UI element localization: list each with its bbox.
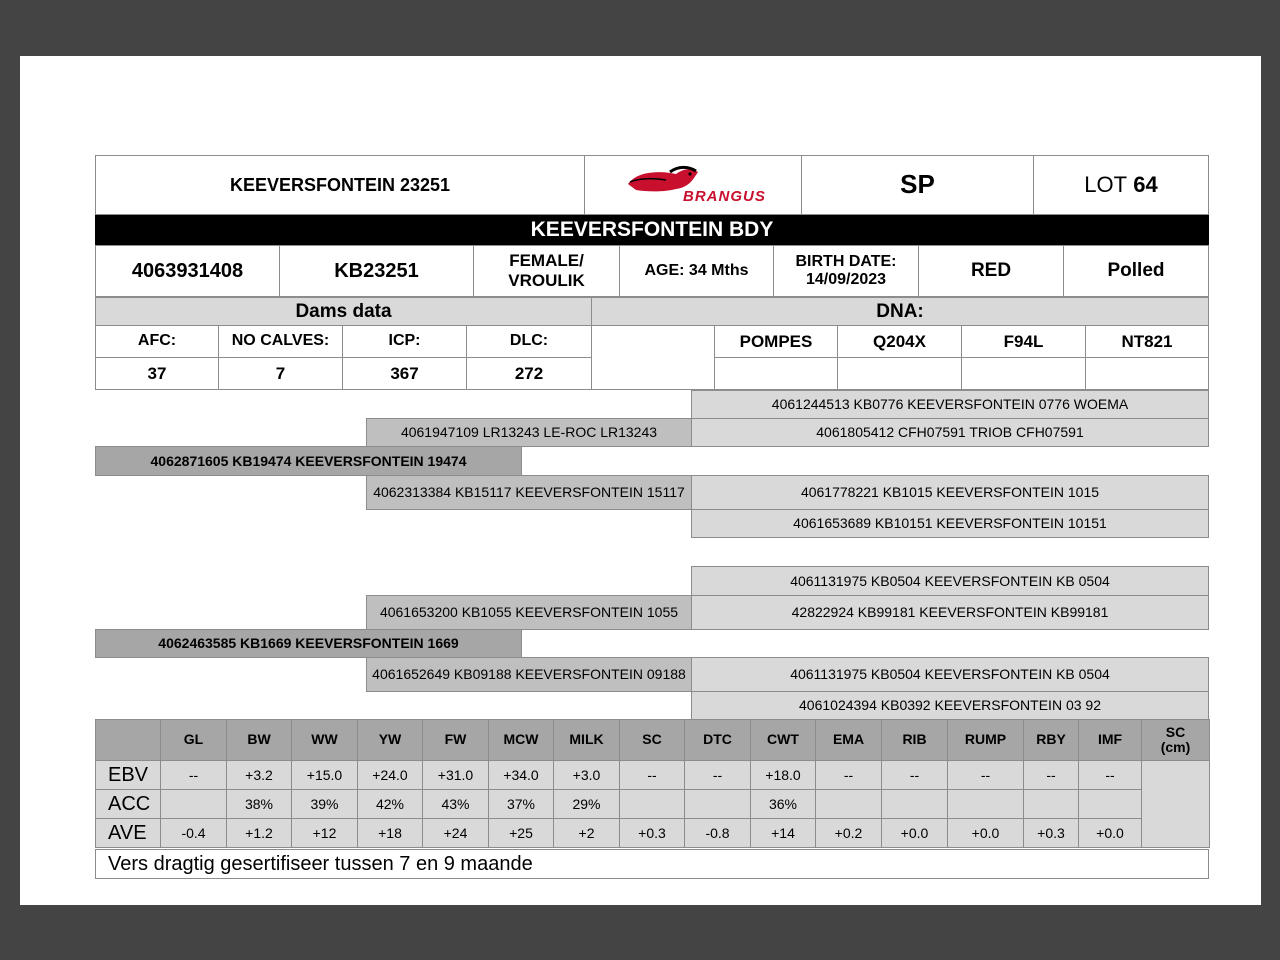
colour: RED	[918, 245, 1064, 297]
ebv-row-ave	[96, 819, 1210, 848]
ebv-value-cell: +0.0	[948, 819, 1024, 848]
pedigree-sire: 4062871605 KB19474 KEEVERSFONTEIN 19474	[95, 446, 522, 476]
ebv-col-header: BW	[227, 720, 292, 761]
pedigree-dam-sire: 4061653200 KB1055 KEEVERSFONTEIN 1055	[366, 595, 692, 630]
ebv-value-cell	[1079, 790, 1142, 819]
ebv-col-header: RUMP	[948, 720, 1024, 761]
ebv-value-cell: +0.3	[620, 819, 685, 848]
ebv-sc-cm-blank	[1142, 761, 1210, 848]
ebv-value-cell: 39%	[292, 790, 358, 819]
birth-date	[773, 245, 919, 297]
ebv-value-cell: --	[685, 761, 751, 790]
birth-date-value: 14/09/2023	[805, 271, 887, 288]
ebv-value-cell: +24.0	[358, 761, 423, 790]
ebv-value-cell: +12	[292, 819, 358, 848]
registration-number: 4063931408	[95, 245, 280, 297]
dna-blank	[591, 325, 715, 390]
sex	[473, 245, 620, 297]
ebv-table	[95, 719, 1210, 848]
ebv-value-cell: -0.8	[685, 819, 751, 848]
dams-label-dlc: DLC:	[466, 325, 592, 358]
ebv-value-cell: --	[882, 761, 948, 790]
dna-result-f94l	[961, 357, 1086, 390]
ebv-col-header: CWT	[751, 720, 816, 761]
ebv-value-cell: +34.0	[489, 761, 554, 790]
ebv-value-cell	[816, 790, 882, 819]
ebv-col-header: EMA	[816, 720, 882, 761]
ear-tag: KB23251	[279, 245, 474, 297]
dams-value-dlc: 272	[466, 357, 592, 390]
birth-date-label: BIRTH DATE:	[795, 252, 897, 270]
ebv-col-header: SC (cm)	[1142, 720, 1210, 761]
ebv-col-header: IMF	[1079, 720, 1142, 761]
lot-prefix: LOT	[1084, 172, 1128, 198]
horn-status: Polled	[1063, 245, 1209, 297]
dams-value-afc: 37	[95, 357, 219, 390]
dna-result-q204x	[837, 357, 962, 390]
pedigree-ddd: 4061024394 KB0392 KEEVERSFONTEIN 03 92	[691, 691, 1209, 720]
ebv-value-cell	[161, 790, 227, 819]
dams-label-no-calves: NO CALVES:	[218, 325, 343, 358]
ebv-value-cell: +24	[423, 819, 489, 848]
ebv-value-cell: +0.0	[882, 819, 948, 848]
ebv-value-cell: --	[161, 761, 227, 790]
ebv-value-cell	[620, 790, 685, 819]
pedigree-dds: 4061131975 KB0504 KEEVERSFONTEIN KB 0504	[691, 657, 1209, 692]
footer-note: Vers dragtig gesertifiseer tussen 7 en 9 maande	[95, 849, 1209, 879]
ebv-row-label: ACC	[96, 790, 161, 819]
ebv-value-cell: +18	[358, 819, 423, 848]
ebv-row-acc	[96, 790, 1210, 819]
ebv-value-cell	[685, 790, 751, 819]
ebv-value-cell: --	[620, 761, 685, 790]
ebv-value-cell	[948, 790, 1024, 819]
ebv-col-header: YW	[358, 720, 423, 761]
pedigree-dam: 4062463585 KB1669 KEEVERSFONTEIN 1669	[95, 629, 522, 658]
ebv-value-cell	[1024, 790, 1079, 819]
ebv-value-cell: 42%	[358, 790, 423, 819]
dams-value-no-calves: 7	[218, 357, 343, 390]
dams-value-icp: 367	[342, 357, 467, 390]
logo-text: BRANGUS	[683, 188, 766, 205]
dams-label-afc: AFC:	[95, 325, 219, 358]
age: AGE: 34 Mths	[619, 245, 774, 297]
ebv-col-header: WW	[292, 720, 358, 761]
ebv-value-cell: +0.2	[816, 819, 882, 848]
dna-result-pompes	[714, 357, 838, 390]
dams-heading: Dams data	[95, 297, 592, 326]
ebv-header-row	[96, 720, 1210, 761]
ebv-row-ebv	[96, 761, 1210, 790]
ebv-value-cell: 38%	[227, 790, 292, 819]
dna-test-pompes: POMPES	[714, 325, 838, 358]
ebv-col-header: RIB	[882, 720, 948, 761]
ebv-value-cell: --	[816, 761, 882, 790]
pedigree-dsd: 42822924 KB99181 KEEVERSFONTEIN KB99181	[691, 595, 1209, 630]
ebv-col-header: RBY	[1024, 720, 1079, 761]
pedigree-dss: 4061131975 KB0504 KEEVERSFONTEIN KB 0504	[691, 566, 1209, 596]
ebv-col-header: MILK	[554, 720, 620, 761]
ebv-row-label: EBV	[96, 761, 161, 790]
ebv-value-cell: +0.0	[1079, 819, 1142, 848]
pedigree-sire-sire: 4061947109 LR13243 LE-ROC LR13243	[366, 418, 692, 447]
ebv-col-header: GL	[161, 720, 227, 761]
brangus-logo	[584, 155, 802, 215]
ebv-value-cell: +15.0	[292, 761, 358, 790]
ebv-value-cell: 36%	[751, 790, 816, 819]
pedigree-sire-dam: 4062313384 KB15117 KEEVERSFONTEIN 15117	[366, 475, 692, 510]
ebv-value-cell: +25	[489, 819, 554, 848]
dna-test-q204x: Q204X	[837, 325, 962, 358]
sex-line2: VROULIK	[508, 271, 585, 290]
pedigree-sss: 4061244513 KB0776 KEEVERSFONTEIN 0776 WOEMA	[691, 390, 1209, 419]
ebv-value-cell: 43%	[423, 790, 489, 819]
ebv-corner-cell	[96, 720, 161, 761]
ebv-value-cell: --	[1024, 761, 1079, 790]
dna-result-nt821	[1085, 357, 1209, 390]
ebv-value-cell: +18.0	[751, 761, 816, 790]
ebv-value-cell: --	[1079, 761, 1142, 790]
ebv-value-cell: +3.2	[227, 761, 292, 790]
pedigree-sdd: 4061653689 KB10151 KEEVERSFONTEIN 10151	[691, 509, 1209, 538]
ebv-value-cell	[882, 790, 948, 819]
pedigree-dam-dam: 4061652649 KB09188 KEEVERSFONTEIN 09188	[366, 657, 692, 692]
grade-label: SP	[801, 155, 1034, 215]
ebv-value-cell: +1.2	[227, 819, 292, 848]
ebv-col-header: DTC	[685, 720, 751, 761]
ebv-col-header: SC	[620, 720, 685, 761]
dna-test-f94l: F94L	[961, 325, 1086, 358]
ebv-value-cell: --	[948, 761, 1024, 790]
sex-line1: FEMALE/	[509, 251, 584, 271]
ebv-row-label: AVE	[96, 819, 161, 848]
animal-name: KEEVERSFONTEIN 23251	[95, 155, 585, 215]
ebv-value-cell: +0.3	[1024, 819, 1079, 848]
lot-box	[1033, 155, 1209, 215]
ebv-value-cell: 37%	[489, 790, 554, 819]
ebv-value-cell: +14	[751, 819, 816, 848]
dams-label-icp: ICP:	[342, 325, 467, 358]
ebv-value-cell: +31.0	[423, 761, 489, 790]
pedigree-sds: 4061778221 KB1015 KEEVERSFONTEIN 1015	[691, 475, 1209, 510]
catalogue-sheet	[20, 56, 1261, 905]
ebv-value-cell: +3.0	[554, 761, 620, 790]
dna-heading: DNA:	[591, 297, 1209, 326]
ebv-col-header: MCW	[489, 720, 554, 761]
title-bar: KEEVERSFONTEIN BDY	[95, 215, 1209, 245]
dna-test-nt821: NT821	[1085, 325, 1209, 358]
ebv-col-header: FW	[423, 720, 489, 761]
ebv-value-cell: +2	[554, 819, 620, 848]
ebv-value-cell: -0.4	[161, 819, 227, 848]
ebv-value-cell: 29%	[554, 790, 620, 819]
pedigree-ssd: 4061805412 CFH07591 TRIOB CFH07591	[691, 418, 1209, 447]
lot-number: 64	[1133, 172, 1158, 198]
